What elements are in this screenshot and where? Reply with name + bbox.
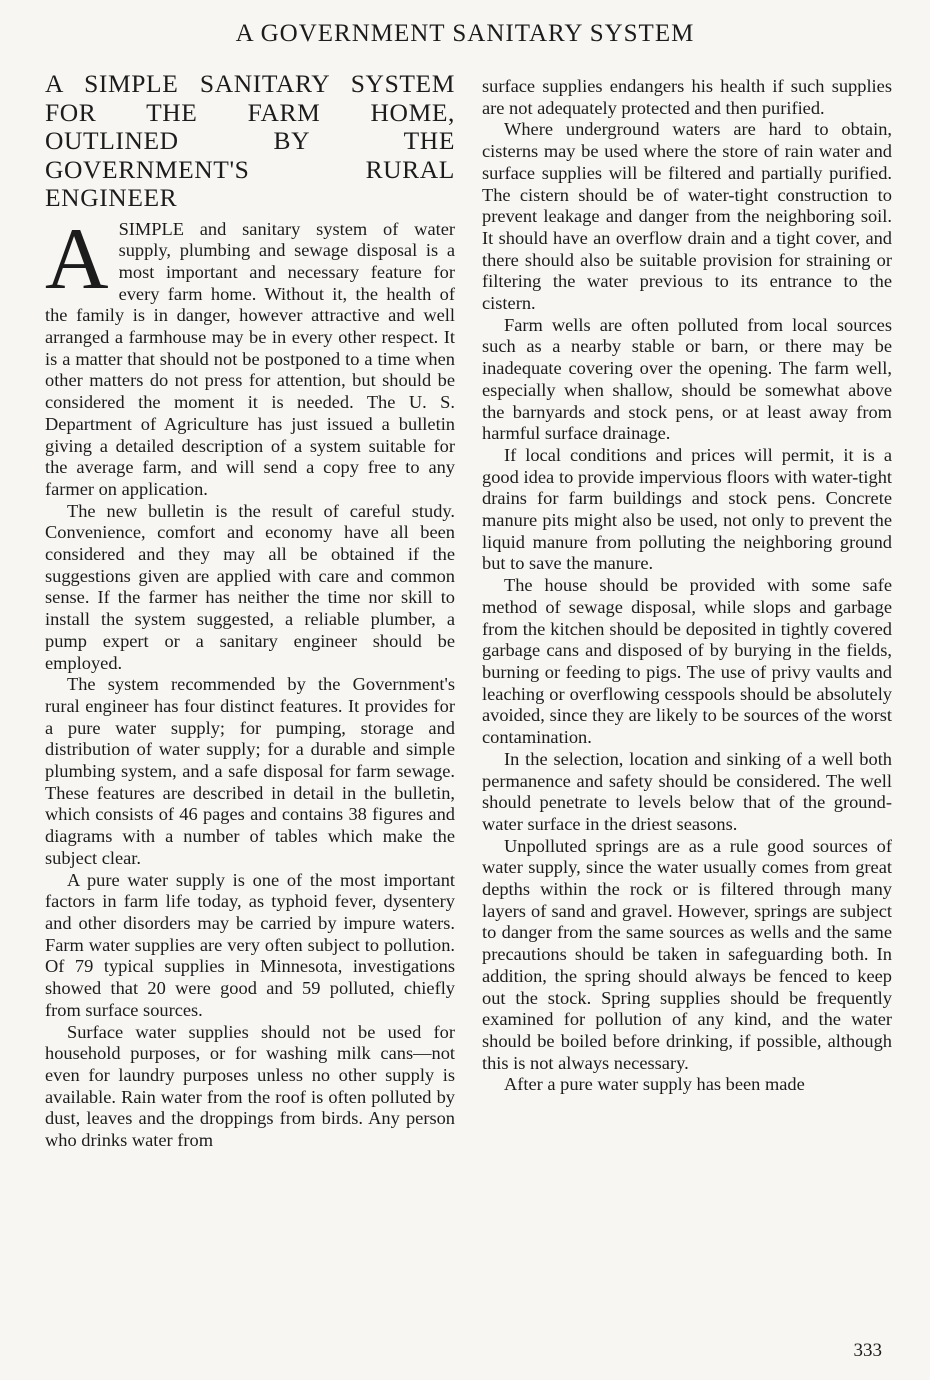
paragraph-1 [45,210,455,501]
paragraph-8: Farm wells are often polluted from local sources such as a nearby stable or barn, or there may be inadequate covering over the opening. The farm well, especially when shallow, should be somewhat above the barnyards and stock pens, or at least away from harmful surface drainage. [482,314,892,444]
paragraph-10: The house should be provided with some safe method of sewage disposal, while slops and garbage from the kitchen should be deposited in tightly covered garbage cans and disposed of by burying in the fields, burning or feeding to pigs. The use of privy vaults and leaching or overflowing cesspools should be absolutely avoided, since they are likely to be sources of the worst contamination. [482,575,892,748]
left-column [45,70,455,1152]
paragraph-13: After a pure water supply has been made [504,1074,805,1095]
paragraph-7: Where underground waters are hard to obtain, cisterns may be used where the store of rain water and surface supplies will be filtered and partially purified. The cistern should be of water-tight construction to prevent leakage and danger from the neighboring soil. It should have an overflow drain and a tight cover, and there should also be suitable provision for straining or filtering the water previous to its entrance to the cistern. [482,119,892,314]
article-headline: A SIMPLE SANITARY SYSTEM FOR THE FARM HOME, OUTLINED BY THE GOVERNMENT'S RURAL ENGINEER [45,69,455,212]
paragraph-5: Surface water supplies should not be used for household purposes, or for washing milk cans—not even for laundry purposes unless no other supply is available. Rain water from the roof is often polluted by dust, leaves and the droppings from birds. Any person who drinks water from [45,1021,455,1151]
right-column [482,76,892,1096]
paragraph-12: Unpolluted springs are as a rule good sources of water supply, since the water usually comes from great depths within the rock or is filtered through many layers of sand and gravel. However, springs are subject to danger from the same sources as wells and the same precautions should be taken in safeguarding both. In addition, the spring should always be fenced to keep out the stock. Spring supplies should be frequently examined for pollution of any kind, and the water should be boiled before drinking, if possible, although this is not always necessary. [482,835,892,1073]
paragraph-4: A pure water supply is one of the most important factors in farm life today, as typhoid fever, dysentery and other disorders may be carried by impure waters. Farm water supplies are very often subject to pollution. Of 79 typical supplies in Minnesota, investigations showed that 20 were good and 59 polluted, chiefly from surface sources. [45,869,455,1020]
paragraph-11: In the selection, location and sinking of a well both permanence and safety should be considered. The well should penetrate to levels below that of the ground-water surface in the driest seasons. [482,748,892,834]
paragraph-3: The system recommended by the Government's rural engineer has four distinct features. It provides for a pure water supply; for pumping, storage and distribution of water supply; for a durable and simple plumbing system, and a safe disposal for farm sewage. These features are described in detail in the bulletin, which consists of 46 pages and contains 38 figures and diagrams with a number of tables which make the subject clear. [45,674,455,868]
paragraph-6: surface supplies endangers his health if such supplies are not adequately protected and then purified. [482,76,892,118]
paragraph-2: The new bulletin is the result of careful study. Convenience, comfort and economy have all been considered and they may all be obtained if the suggestions given are applied with care and common sense. If the farmer has neither the time nor skill to install the system suggested, a reliable plumber, a pump expert or a sanitary engineer should be employed. [45,500,455,673]
running-head: A GOVERNMENT SANITARY SYSTEM [235,20,695,47]
paragraph-1-text: SIMPLE and sanitary system of water supply, plumbing and sewage disposal is a most important and necessary feature for every farm home. Without it, the health of the family is in danger, however attractive and well arranged a farmhouse may be in every other respect. It is a matter that should not be postponed to a time when other matters do not press for attention, but should be considered the moment it is needed. The U. S. Department of Agriculture has just issued a bulletin giving a detailed description of a system suitable for the average farm, and will send a copy free to any farmer on application. [45,218,455,499]
paragraph-9: If local conditions and prices will permit, it is a good idea to provide impervious floors with water-tight drains for farm buildings and stock pens. Concrete manure pits might also be used, not only to prevent the liquid manure from polluting the neighboring ground but to save the manure. [482,444,892,574]
drop-cap: A [45,210,109,308]
page-number: 333 [853,1340,882,1361]
